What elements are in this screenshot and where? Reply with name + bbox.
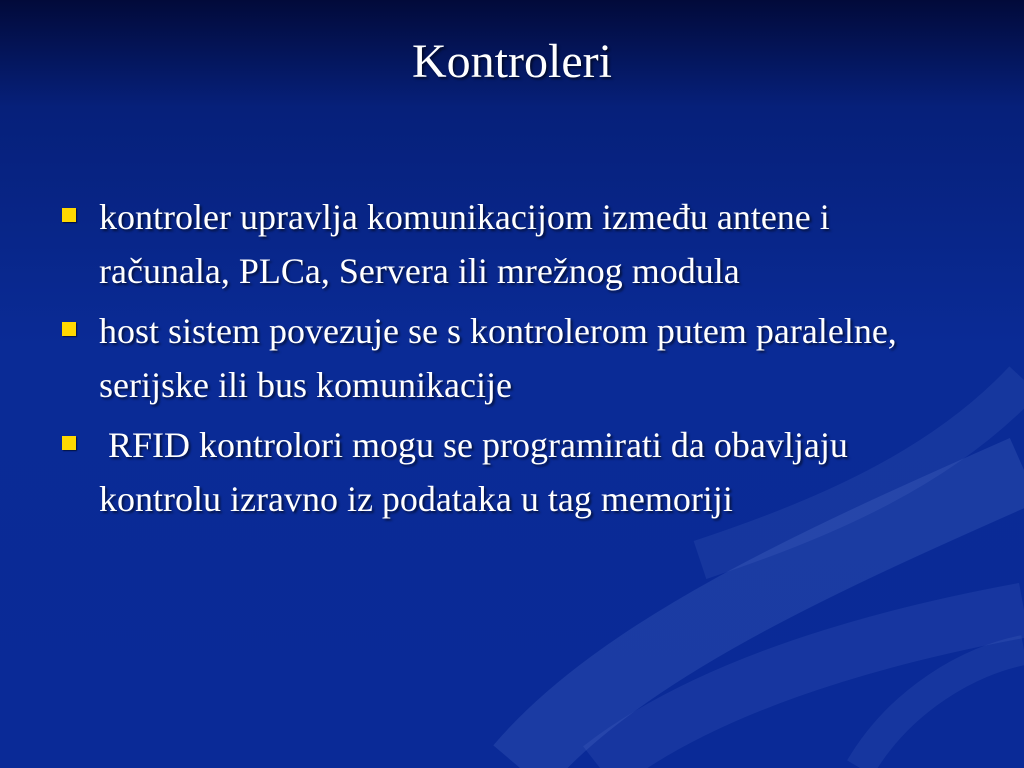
bullet-square-icon xyxy=(62,436,76,450)
bullet-text: host sistem povezuje se s kontrolerom putem paralelne, serijske ili bus komunikacije xyxy=(99,311,897,405)
bullet-item xyxy=(62,418,942,526)
bullet-square-icon xyxy=(62,322,76,336)
bullet-square-icon xyxy=(62,208,76,222)
bullet-list xyxy=(62,190,942,532)
bullet-item xyxy=(62,304,942,412)
slide-title: Kontroleri xyxy=(412,35,612,88)
bullet-text: RFID kontrolori mogu se programirati da obavljaju kontrolu izravno iz podataka u tag memoriji xyxy=(99,425,857,519)
bullet-text: kontroler upravlja komunikacijom između antene i računala, PLCa, Servera ili mrežnog modula xyxy=(99,197,830,291)
bullet-item xyxy=(62,190,942,298)
